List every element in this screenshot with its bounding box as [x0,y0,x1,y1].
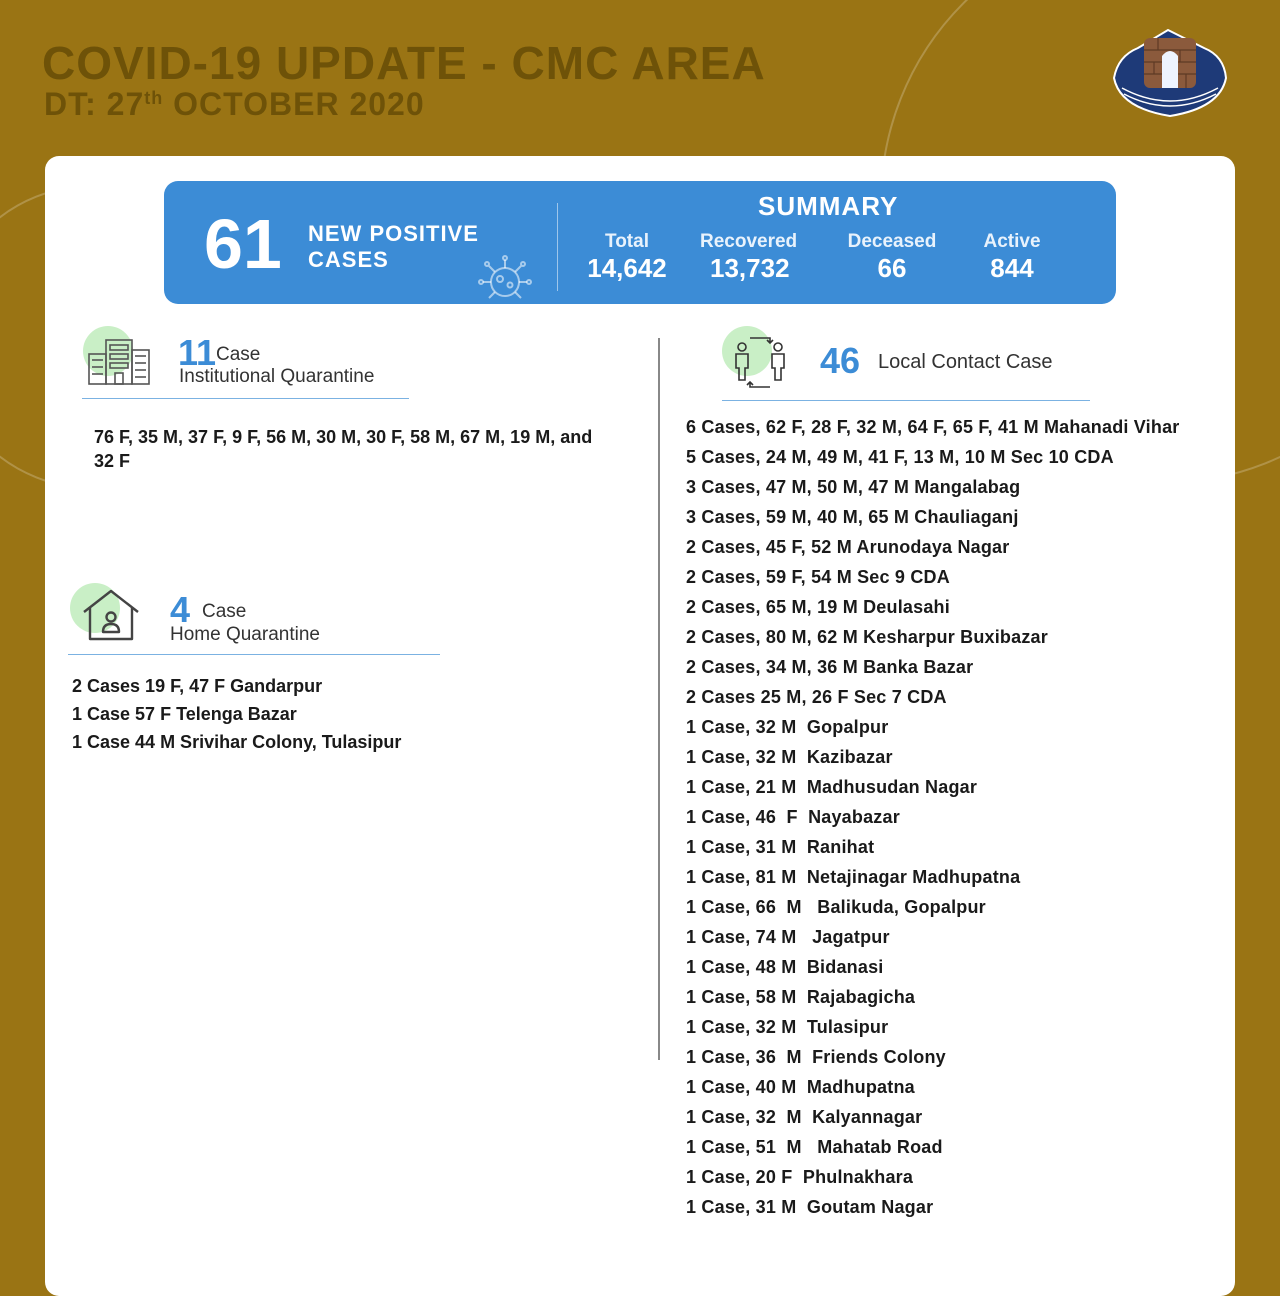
house-person-icon [80,588,142,642]
list-item: 5 Cases, 24 M, 49 M, 41 F, 13 M, 10 M Sec 10 CDA [686,447,1114,467]
stat-value: 14,642 [587,253,667,283]
list-item: 1 Case, 46 F Nayabazar [686,807,900,827]
list-item: 3 Cases, 59 M, 40 M, 65 M Chauliaganj [686,507,1019,527]
list-item: 1 Case, 31 M Ranihat [686,837,875,857]
list-item: 1 Case, 20 F Phulnakhara [686,1167,914,1187]
list-item: 1 Case, 36 M Friends Colony [686,1047,946,1067]
list-item: 2 Cases, 34 M, 36 M Banka Bazar [686,657,974,677]
list-item: 1 Case, 32 M Gopalpur [686,717,889,737]
stat-value: 13,732 [710,253,790,283]
list-item: 2 Cases, 59 F, 54 M Sec 9 CDA [686,567,950,587]
list-item: 1 Case, 32 M Tulasipur [686,1017,889,1037]
list-item: 1 Case, 32 M Kalyannagar [686,1107,923,1127]
list-item: 2 Cases 25 M, 26 F Sec 7 CDA [686,687,947,707]
section-divider [722,400,1090,401]
list-item: 1 Case, 32 M Kazibazar [686,747,893,767]
stat-active [972,231,1052,283]
list-item: 1 Case, 74 M Jagatpur [686,927,890,947]
stat-value: 66 [877,253,907,283]
list-item: 6 Cases, 62 F, 28 F, 32 M, 64 F, 65 F, 41 M Mahanadi Vihar [686,417,1180,437]
list-item: 1 Case, 81 M Netajinagar Madhupatna [686,867,1021,887]
home-list [72,675,401,759]
new-cases-count: 61 [204,205,282,283]
local-count: 46 [820,340,861,381]
institutional-count: 11 [178,332,217,373]
list-item: 1 Case, 58 M Rajabagicha [686,987,916,1007]
building-icon [86,336,152,386]
list-item: 1 Case 44 M Srivihar Colony, Tulasipur [72,732,402,752]
list-item: 2 Cases 19 F, 47 F Gandarpur [72,676,323,696]
list-item: 1 Case, 48 M Bidanasi [686,957,884,977]
stat-total [584,231,670,283]
home-count: 4 [170,589,191,630]
institutional-label: Institutional Quarantine [179,366,375,387]
list-item: 2 Cases, 45 F, 52 M Arunodaya Nagar [686,537,1010,557]
list-item: 1 Case, 40 M Madhupatna [686,1077,915,1097]
list-item: 1 Case 57 F Telenga Bazar [72,704,297,724]
stat-label: Active [983,231,1041,252]
list-item: 1 Case, 31 M Goutam Nagar [686,1197,934,1217]
section-divider [68,654,440,655]
list-item: 3 Cases, 47 M, 50 M, 47 M Mangalabag [686,477,1021,497]
local-list [686,415,1180,1225]
banner-divider [557,203,558,291]
stat-value: 844 [990,253,1034,283]
stat-label: Deceased [847,231,937,252]
stat-deceased [840,231,944,283]
contact-people-icon [728,334,792,390]
list-item: 1 Case, 51 M Mahatab Road [686,1137,943,1157]
list-item: 2 Cases, 65 M, 19 M Deulasahi [686,597,950,617]
summary-title: SUMMARY [758,191,899,221]
column-divider [658,338,660,1060]
list-item: 1 Case, 21 M Madhusudan Nagar [686,777,978,797]
page-title: COVID-19 UPDATE - CMC AREA [42,37,766,89]
report-date: DT: 27th OCTOBER 2020 [44,86,425,122]
local-label: Local Contact Case [878,351,1053,373]
new-cases-label: NEW POSITIVE CASES [308,221,479,272]
stat-label: Recovered [700,231,798,252]
summary-banner [164,181,1116,304]
stat-recovered [700,231,812,283]
section-divider [82,398,409,399]
home-case-word: Case [202,601,247,622]
cmc-logo-icon [1108,28,1232,118]
home-label: Home Quarantine [170,624,320,645]
list-item: 2 Cases, 80 M, 62 M Kesharpur Buxibazar [686,627,1048,647]
stat-label: Total [605,231,649,252]
institutional-case-word: Case [216,344,261,365]
virus-icon [470,254,540,304]
list-item: 1 Case, 66 M Balikuda, Gopalpur [686,897,986,917]
institutional-details: 76 F, 35 M, 37 F, 9 F, 56 M, 30 M, 30 F, 58 M, 67 M, 19 M, and 32 F [94,427,593,471]
